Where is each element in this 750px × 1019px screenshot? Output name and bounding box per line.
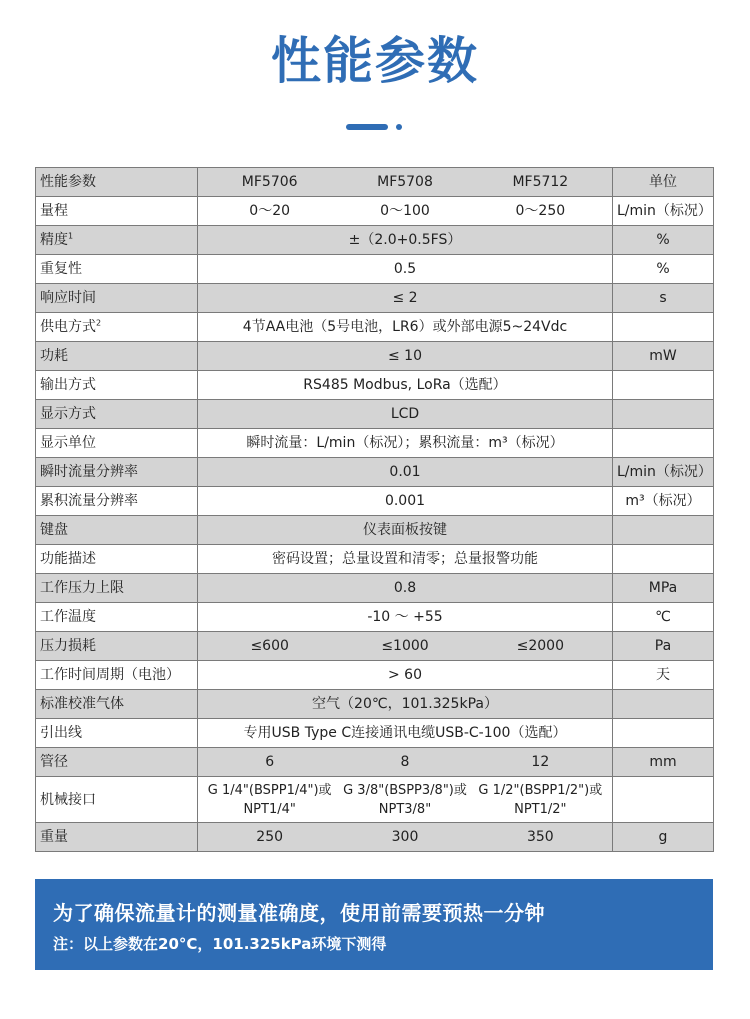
param-value-cell bbox=[198, 516, 613, 545]
param-value: ±（2.0+0.5FS） bbox=[348, 232, 462, 248]
param-model-value: 0～100 bbox=[380, 203, 430, 219]
param-unit-cell bbox=[613, 400, 714, 429]
param-name: 标准校准气体 bbox=[40, 696, 124, 712]
param-model-value: 300 bbox=[391, 829, 419, 845]
param-name-cell bbox=[36, 226, 198, 255]
table-row bbox=[36, 574, 714, 603]
param-name: 累积流量分辨率 bbox=[40, 493, 138, 509]
param-value: 0.8 bbox=[393, 580, 417, 596]
param-unit-cell: mW bbox=[613, 342, 714, 371]
param-value-cell bbox=[198, 400, 613, 429]
header-models-cell bbox=[198, 168, 613, 197]
param-name: 精度 bbox=[40, 232, 68, 248]
param-model-value: ≤1000 bbox=[381, 638, 429, 654]
param-model-value: ≤2000 bbox=[516, 638, 564, 654]
param-name-cell bbox=[36, 661, 198, 690]
param-name-cell bbox=[36, 516, 198, 545]
param-name: 瞬时流量分辨率 bbox=[40, 464, 138, 480]
param-model-value: 0～250 bbox=[515, 203, 566, 219]
param-value: 空气（20℃，101.325kPa） bbox=[312, 696, 498, 712]
param-name-cell bbox=[36, 574, 198, 603]
table-row bbox=[36, 690, 714, 719]
param-value-cell bbox=[198, 690, 613, 719]
param-name-cell bbox=[36, 313, 198, 342]
param-unit-cell bbox=[613, 545, 714, 574]
header-name-cell: 性能参数 bbox=[36, 168, 198, 197]
param-name-cell bbox=[36, 487, 198, 516]
param-name-cell bbox=[36, 690, 198, 719]
param-name: 重量 bbox=[40, 829, 68, 845]
title-underline-decoration bbox=[346, 124, 406, 130]
param-value: ≤ 10 bbox=[388, 348, 422, 364]
table-row bbox=[36, 516, 714, 545]
param-value: LCD bbox=[390, 406, 420, 422]
param-value: -10 ～ +55 bbox=[367, 609, 443, 625]
param-name: 工作压力上限 bbox=[40, 580, 124, 596]
param-name: 量程 bbox=[40, 203, 68, 219]
table-header-row bbox=[36, 168, 714, 197]
param-value: RS485 Modbus, LoRa（选配） bbox=[303, 377, 507, 393]
param-unit-cell bbox=[613, 371, 714, 400]
param-unit-cell bbox=[613, 690, 714, 719]
param-value-cell bbox=[198, 603, 613, 632]
param-name: 功耗 bbox=[40, 348, 68, 364]
notice-banner bbox=[35, 879, 713, 970]
param-model-value: G 1/4"(BSPP1/4")或NPT1/4" bbox=[207, 782, 332, 817]
underline-dot bbox=[396, 124, 402, 130]
measurement-condition-note: 注：以上参数在20°C，101.325kPa环境下测得 bbox=[53, 935, 387, 953]
param-value-cell bbox=[198, 823, 613, 852]
param-value-cell bbox=[198, 632, 613, 661]
table-row bbox=[36, 458, 714, 487]
param-unit-cell: L/min（标况） bbox=[613, 458, 714, 487]
param-unit-cell: ℃ bbox=[613, 603, 714, 632]
table-row bbox=[36, 777, 714, 823]
table-row bbox=[36, 371, 714, 400]
param-name-cell bbox=[36, 371, 198, 400]
param-value-cell bbox=[198, 429, 613, 458]
param-value-cell bbox=[198, 574, 613, 603]
param-name-cell bbox=[36, 748, 198, 777]
param-unit-cell: % bbox=[613, 255, 714, 284]
param-unit-cell: m³（标况） bbox=[613, 487, 714, 516]
param-value-cell bbox=[198, 313, 613, 342]
param-value-cell bbox=[198, 661, 613, 690]
param-name: 显示单位 bbox=[40, 435, 96, 451]
param-value-cell bbox=[198, 748, 613, 777]
param-name-cell bbox=[36, 255, 198, 284]
param-name: 管径 bbox=[40, 754, 68, 770]
param-name-cell bbox=[36, 823, 198, 852]
param-name-cell bbox=[36, 429, 198, 458]
param-name-cell bbox=[36, 632, 198, 661]
param-value-cell bbox=[198, 197, 613, 226]
param-name: 功能描述 bbox=[40, 551, 96, 567]
footnote-marker: 2 bbox=[96, 318, 102, 328]
param-value-cell bbox=[198, 255, 613, 284]
param-name: 工作温度 bbox=[40, 609, 96, 625]
param-name: 键盘 bbox=[40, 522, 68, 538]
table-row bbox=[36, 342, 714, 371]
param-unit-cell bbox=[613, 516, 714, 545]
param-name: 机械接口 bbox=[40, 791, 96, 808]
param-value: 0.5 bbox=[393, 261, 417, 277]
table-row bbox=[36, 429, 714, 458]
header-model: MF5706 bbox=[241, 174, 298, 190]
table-row bbox=[36, 284, 714, 313]
footnote-marker: 1 bbox=[68, 231, 74, 241]
parameter-table bbox=[35, 167, 714, 852]
param-unit-cell: 天 bbox=[613, 661, 714, 690]
param-unit-cell bbox=[613, 777, 714, 823]
header-unit-cell: 单位 bbox=[613, 168, 714, 197]
param-value: 瞬时流量：L/min（标况）；累积流量：m³（标况） bbox=[246, 435, 564, 451]
param-model-value: 0～20 bbox=[249, 203, 291, 219]
table-row bbox=[36, 632, 714, 661]
param-name-cell bbox=[36, 400, 198, 429]
page-title: 性能参数 bbox=[271, 32, 479, 90]
param-value-cell bbox=[198, 284, 613, 313]
param-name-cell bbox=[36, 342, 198, 371]
table-row bbox=[36, 545, 714, 574]
header-model: MF5708 bbox=[377, 174, 433, 190]
param-value: ≤ 2 bbox=[392, 290, 418, 306]
param-value: 0.001 bbox=[384, 493, 426, 509]
param-model-value: ≤600 bbox=[250, 638, 289, 654]
param-unit-cell: g bbox=[613, 823, 714, 852]
param-value-cell bbox=[198, 719, 613, 748]
param-value: > 60 bbox=[388, 667, 422, 683]
table-row bbox=[36, 255, 714, 284]
header-model: MF5712 bbox=[512, 174, 569, 190]
param-name-cell bbox=[36, 458, 198, 487]
param-model-value: 350 bbox=[526, 829, 554, 845]
param-name: 压力损耗 bbox=[40, 638, 96, 654]
table-row bbox=[36, 226, 714, 255]
param-value-cell bbox=[198, 342, 613, 371]
table-row bbox=[36, 197, 714, 226]
param-unit-cell: MPa bbox=[613, 574, 714, 603]
param-name: 重复性 bbox=[40, 261, 82, 277]
param-value: 密码设置；总量设置和清零；总量报警功能 bbox=[272, 551, 538, 567]
param-value: 专用USB Type C连接通讯电缆USB-C-100（选配） bbox=[243, 725, 567, 741]
param-model-value: 12 bbox=[531, 754, 550, 770]
param-unit-cell: L/min（标况） bbox=[613, 197, 714, 226]
param-unit-cell: Pa bbox=[613, 632, 714, 661]
table-row bbox=[36, 823, 714, 852]
param-model-value: 6 bbox=[265, 754, 275, 770]
param-name: 供电方式 bbox=[40, 319, 96, 335]
param-model-value: G 3/8"(BSPP3/8")或NPT3/8" bbox=[343, 782, 467, 817]
param-name-cell bbox=[36, 284, 198, 313]
param-value-cell bbox=[198, 226, 613, 255]
table-row bbox=[36, 748, 714, 777]
param-model-value: G 1/2"(BSPP1/2")或NPT1/2" bbox=[478, 782, 603, 817]
param-value-cell bbox=[198, 458, 613, 487]
table-row bbox=[36, 719, 714, 748]
underline-bar bbox=[346, 124, 388, 130]
table-row bbox=[36, 400, 714, 429]
param-unit-cell bbox=[613, 429, 714, 458]
table-row bbox=[36, 661, 714, 690]
param-unit-cell: % bbox=[613, 226, 714, 255]
table-row bbox=[36, 313, 714, 342]
param-name: 引出线 bbox=[40, 725, 82, 741]
param-name: 显示方式 bbox=[40, 406, 96, 422]
param-value-cell bbox=[198, 371, 613, 400]
param-value: 0.01 bbox=[389, 464, 421, 480]
param-unit-cell: s bbox=[613, 284, 714, 313]
table-row bbox=[36, 487, 714, 516]
param-unit-cell bbox=[613, 719, 714, 748]
param-value-cell bbox=[198, 777, 613, 823]
param-name: 工作时间周期（电池） bbox=[40, 667, 180, 683]
param-unit-cell bbox=[613, 313, 714, 342]
param-value-cell bbox=[198, 487, 613, 516]
param-unit-cell: mm bbox=[613, 748, 714, 777]
param-name-cell bbox=[36, 719, 198, 748]
param-name-cell bbox=[36, 777, 198, 823]
param-value: 仪表面板按键 bbox=[363, 522, 447, 538]
param-name-cell bbox=[36, 545, 198, 574]
preheat-notice: 为了确保流量计的测量准确度，使用前需要预热一分钟 bbox=[53, 901, 545, 925]
param-model-value: 8 bbox=[400, 754, 410, 770]
param-model-value: 250 bbox=[256, 829, 284, 845]
table-row bbox=[36, 603, 714, 632]
param-name: 输出方式 bbox=[40, 377, 96, 393]
param-value-cell bbox=[198, 545, 613, 574]
param-value: 4节AA电池（5号电池，LR6）或外部电源5~24Vdc bbox=[242, 319, 568, 335]
param-name: 响应时间 bbox=[40, 290, 96, 306]
parameter-table-body bbox=[36, 168, 714, 852]
param-name-cell bbox=[36, 197, 198, 226]
param-name-cell bbox=[36, 603, 198, 632]
